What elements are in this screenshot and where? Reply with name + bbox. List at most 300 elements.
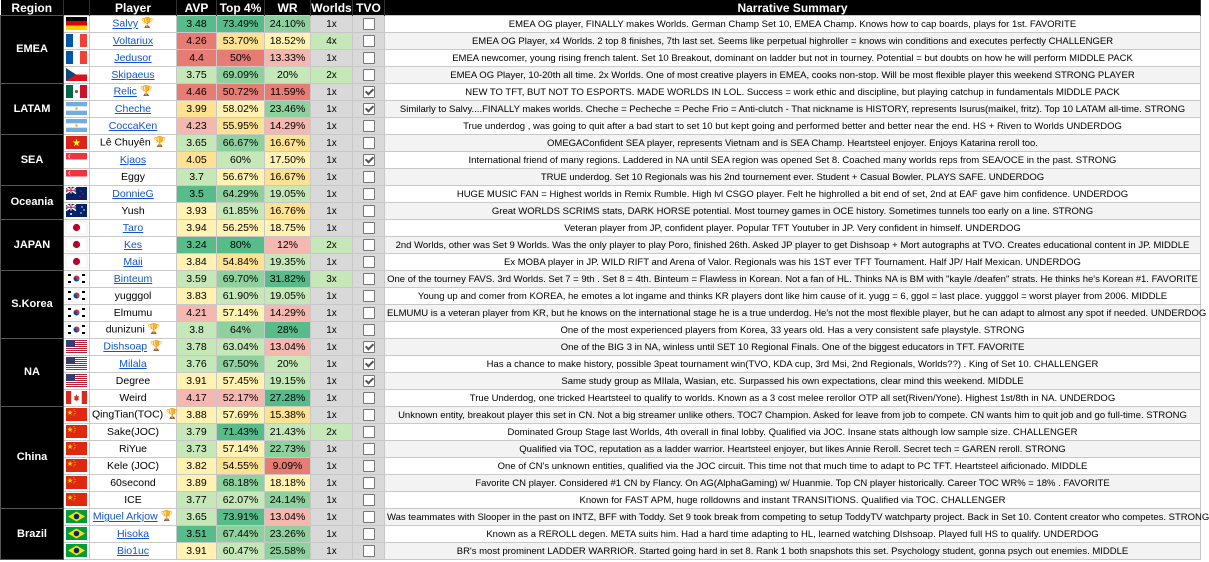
tvo-checkbox[interactable]: [363, 188, 375, 200]
player-link[interactable]: Cheche: [114, 102, 152, 115]
table-row: [1, 203, 1201, 220]
avp-cell: 3.24: [177, 237, 217, 254]
avp-cell: 4.4: [177, 50, 217, 67]
tvo-cell: [353, 526, 385, 543]
tvo-checkbox[interactable]: [363, 392, 375, 404]
player-cell: [90, 50, 177, 67]
wr-cell: 28%: [265, 322, 311, 339]
worlds-count-cell: 1x: [311, 407, 353, 424]
tvo-cell: [353, 186, 385, 203]
tvo-cell: [353, 271, 385, 288]
player-name: 60second: [110, 476, 156, 489]
jp-flag-icon: [66, 255, 87, 268]
header-region: Region: [1, 0, 64, 16]
top4-cell: 69.09%: [217, 67, 265, 84]
worlds-count-cell: 1x: [311, 390, 353, 407]
trophy-icon: 🏆: [147, 324, 161, 336]
player-link[interactable]: Binteum: [113, 272, 153, 285]
flag-cell: [64, 169, 90, 186]
avp-cell: 3.65: [177, 135, 217, 152]
player-cell: [90, 84, 177, 101]
top4-cell: 53.70%: [217, 33, 265, 50]
tvo-cell: [353, 458, 385, 475]
flag-cell: [64, 424, 90, 441]
avp-cell: 3.83: [177, 288, 217, 305]
trophy-icon: 🏆: [150, 341, 163, 353]
kr-flag-icon: [66, 289, 87, 302]
region-label: NA: [1, 339, 64, 407]
player-cell: [90, 441, 177, 458]
top4-cell: 67.50%: [217, 356, 265, 373]
tvo-cell: [353, 390, 385, 407]
region-label: LATAM: [1, 84, 64, 135]
tvo-checkbox[interactable]: [363, 171, 375, 183]
flag-cell: [64, 271, 90, 288]
wr-cell: 13.33%: [265, 50, 311, 67]
wr-cell: 12%: [265, 237, 311, 254]
wr-cell: 16.67%: [265, 169, 311, 186]
narrative-summary-cell: EMEA OG Player, x4 Worlds. 2 top 8 finishes, 7th last set. Seems like perpetual highroller = knows win conditions and executes perfectly CHALLENGER: [385, 33, 1201, 50]
top4-cell: 73.49%: [217, 16, 265, 33]
wr-cell: 16.67%: [265, 135, 311, 152]
worlds-count-cell: 2x: [311, 237, 353, 254]
table-row: [1, 237, 1201, 254]
us-flag-icon: [66, 340, 87, 353]
player-link[interactable]: Kjaos: [119, 153, 147, 166]
wr-cell: 9.09%: [265, 458, 311, 475]
player-link[interactable]: CoccaKen: [108, 119, 158, 132]
table-row: [1, 305, 1201, 322]
flag-cell: [64, 84, 90, 101]
player-cell: [90, 67, 177, 84]
player-link[interactable]: Hisoka: [116, 527, 150, 540]
worlds-count-cell: 1x: [311, 509, 353, 526]
tvo-checkbox[interactable]: [363, 256, 375, 268]
table-row: [1, 509, 1201, 526]
narrative-summary-cell: 2nd Worlds, other was Set 9 Worlds. Was the only player to play Poro, finished 26th. Asked JP player to get Dishsoap + Mort autographs at TVO. Creates educational content in JP. MIDDLE: [385, 237, 1201, 254]
vn-flag-icon: [66, 136, 87, 149]
region-label: SEA: [1, 135, 64, 186]
flag-cell: [64, 203, 90, 220]
narrative-summary-cell: Known as a REROLL degen. META suits him. Had a hard time adapting to HL, learned watching DIshsoap. Played full HS to qualify. UNDERDOG: [385, 526, 1201, 543]
ca-flag-icon: [66, 391, 87, 404]
avp-cell: 3.78: [177, 339, 217, 356]
avp-cell: 3.82: [177, 458, 217, 475]
tvo-checkbox[interactable]: [363, 477, 375, 489]
fr-flag-icon: [66, 34, 87, 47]
sg-flag-icon: [66, 153, 87, 166]
top4-cell: 52.17%: [217, 390, 265, 407]
tvo-checkbox[interactable]: [363, 103, 375, 115]
region-label: Brazil: [1, 509, 64, 560]
avp-cell: 3.99: [177, 101, 217, 118]
flag-cell: [64, 441, 90, 458]
trophy-icon: 🏆: [139, 86, 153, 98]
tvo-cell: [353, 237, 385, 254]
narrative-summary-cell: Unknown entity, breakout player this set in CN. Not a big streamer unlike others. TOC7 Champion. Asked for leave from job to compete. CN wants him to quit job and go full-time. STRONG: [385, 407, 1201, 424]
top4-cell: 54.84%: [217, 254, 265, 271]
worlds-count-cell: 1x: [311, 288, 353, 305]
top4-cell: 50%: [217, 50, 265, 67]
tvo-cell: [353, 101, 385, 118]
worlds-count-cell: 1x: [311, 543, 353, 560]
tvo-checkbox[interactable]: [363, 460, 375, 472]
narrative-summary-cell: HUGE MUSIC FAN = Highest worlds in Remix Rumble. High lvl CSGO player. Felt he highrolled a bit end of set, 2nd at EAF gave him confidence. UNDERDOG: [385, 186, 1201, 203]
header-flag: [64, 0, 90, 16]
table-row: [1, 356, 1201, 373]
narrative-summary-cell: OMEGAConfident SEA player, represents Vietnam and is SEA Champ. Heartsteel enjoyer. Enjoys Katarina reroll too.: [385, 135, 1201, 152]
wr-cell: 21.43%: [265, 424, 311, 441]
player-link[interactable]: DonnieG: [112, 187, 154, 200]
avp-cell: 3.88: [177, 407, 217, 424]
player-link[interactable]: Maii: [123, 255, 143, 268]
avp-cell: 3.79: [177, 424, 217, 441]
top4-cell: 62.07%: [217, 492, 265, 509]
tvo-cell: [353, 441, 385, 458]
narrative-summary-cell: NEW TO TFT, BUT NOT TO ESPORTS. MADE WORLDS IN LOL. Success = work ethic and discipline, but playing catchup in fundamentals MIDDLE PACK: [385, 84, 1201, 101]
tvo-checkbox[interactable]: [363, 222, 375, 234]
player-name: yugggol: [114, 289, 152, 302]
flag-cell: [64, 458, 90, 475]
wr-cell: 25.58%: [265, 543, 311, 560]
flag-cell: [64, 33, 90, 50]
table-row: [1, 339, 1201, 356]
tvo-cell: [353, 203, 385, 220]
cn-flag-icon: [66, 476, 87, 489]
table-row: [1, 407, 1201, 424]
worlds-count-cell: 1x: [311, 101, 353, 118]
kr-flag-icon: [66, 272, 87, 285]
tvo-cell: [353, 407, 385, 424]
player-name: QingTian(TOC): [92, 408, 164, 421]
player-link[interactable]: Kes: [123, 238, 143, 251]
avp-cell: 4.21: [177, 305, 217, 322]
narrative-summary-cell: EMEA OG player, FINALLY makes Worlds. German Champ Set 10, EMEA Champ. Knows how to cap boards, plays for 1st. FAVORITE: [385, 16, 1201, 33]
player-cell: [90, 271, 177, 288]
narrative-summary-cell: Ex MOBA player in JP. WILD RIFT and Arena of Valor. Regionals was his 1ST ever TFT Tournament. Half JP/ Half Mexican. UNDERDOG: [385, 254, 1201, 271]
worlds-count-cell: 1x: [311, 254, 353, 271]
worlds-count-cell: 4x: [311, 33, 353, 50]
tvo-checkbox[interactable]: [363, 273, 375, 285]
player-name: Elmumu: [113, 306, 153, 319]
player-link[interactable]: Bio1uc: [116, 544, 150, 557]
tvo-cell: [353, 50, 385, 67]
avp-cell: 3.93: [177, 203, 217, 220]
wr-cell: 20%: [265, 356, 311, 373]
table-row: [1, 458, 1201, 475]
header-tvo: TVO: [353, 0, 385, 16]
tvo-checkbox[interactable]: [363, 494, 375, 506]
flag-cell: [64, 152, 90, 169]
table-row: [1, 254, 1201, 271]
cz-flag-icon: [66, 68, 87, 81]
tvo-checkbox[interactable]: [363, 69, 375, 81]
top4-cell: 56.67%: [217, 169, 265, 186]
top4-cell: 80%: [217, 237, 265, 254]
narrative-summary-cell: International friend of many regions. Laddered in NA until SEA region was opened Set 8. Coached many worlds reps from SEA/OCE in the past. STRONG: [385, 152, 1201, 169]
worlds-count-cell: 1x: [311, 203, 353, 220]
narrative-summary-cell: EMEA OG Player, 10-20th all time. 2x Worlds. One of most creative players in EMEA, cooks non-stop. Will be most flexible player this weekend STRONG PLAYER: [385, 67, 1201, 84]
narrative-summary-cell: One of the BIG 3 in NA, winless until SET 10 Regional Finals. One of the biggest educators in TFT. FAVORITE: [385, 339, 1201, 356]
tvo-cell: [353, 84, 385, 101]
tvo-checkbox[interactable]: [363, 443, 375, 455]
table-row: [1, 84, 1201, 101]
player-link[interactable]: Relic: [113, 85, 137, 98]
avp-cell: 3.7: [177, 169, 217, 186]
player-link[interactable]: Taro: [122, 221, 144, 234]
player-name: Lê Chuyên: [99, 136, 151, 149]
player-cell: [90, 543, 177, 560]
table-row: [1, 118, 1201, 135]
table-row: [1, 373, 1201, 390]
player-cell: [90, 305, 177, 322]
player-name: Degree: [115, 374, 151, 387]
tvo-checkbox[interactable]: [363, 35, 375, 47]
tvo-checkbox[interactable]: [363, 324, 375, 336]
top4-cell: 71.43%: [217, 424, 265, 441]
flag-cell: [64, 50, 90, 67]
player-cell: [90, 101, 177, 118]
player-link[interactable]: Milala: [119, 357, 147, 370]
narrative-summary-cell: One of the tourney FAVS. 3rd Worlds. Set 7 = 9th . Set 8 = 4th. Binteum = Flawless in Korean. Not a fan of HL. Thinks NA is BM with "kayle /deafen" strats. He thinks he's Korean #1. FAVORITE: [385, 271, 1201, 288]
tvo-checkbox[interactable]: [363, 290, 375, 302]
table-row: [1, 441, 1201, 458]
player-cell: [90, 373, 177, 390]
player-name: RiYue: [118, 442, 148, 455]
top4-cell: 60.47%: [217, 543, 265, 560]
player-cell: [90, 390, 177, 407]
header-player: Player: [90, 0, 177, 16]
table-row: [1, 322, 1201, 339]
player-link[interactable]: Jedusor: [114, 51, 152, 64]
player-cell: [90, 186, 177, 203]
table-row: [1, 526, 1201, 543]
top4-cell: 60%: [217, 152, 265, 169]
player-cell: [90, 475, 177, 492]
tvo-checkbox[interactable]: [363, 511, 375, 523]
flag-cell: [64, 373, 90, 390]
worlds-count-cell: 1x: [311, 492, 353, 509]
region-label: JAPAN: [1, 220, 64, 271]
narrative-summary-cell: True underdog , was going to quit after a bad start to set 10 but kept going and performed better and better near the end. HS + Riven to Worlds UNDERDOG: [385, 118, 1201, 135]
player-name: dunizuni: [105, 323, 145, 336]
tvo-cell: [353, 305, 385, 322]
tvo-checkbox[interactable]: [363, 426, 375, 438]
top4-cell: 57.45%: [217, 373, 265, 390]
avp-cell: 3.59: [177, 271, 217, 288]
narrative-summary-cell: Great WORLDS SCRIMS stats, DARK HORSE potential. Most tourney games in OCE history. Sometimes tunnels too early on a line. STRONG: [385, 203, 1201, 220]
table-row: [1, 390, 1201, 407]
tvo-cell: [353, 152, 385, 169]
tvo-checkbox[interactable]: [363, 86, 375, 98]
flag-cell: [64, 390, 90, 407]
top4-cell: 55.95%: [217, 118, 265, 135]
wr-cell: 18.18%: [265, 475, 311, 492]
tvo-cell: [353, 492, 385, 509]
tvo-cell: [353, 339, 385, 356]
flag-cell: [64, 509, 90, 526]
tvo-checkbox[interactable]: [363, 409, 375, 421]
worlds-count-cell: 1x: [311, 220, 353, 237]
player-cell: [90, 135, 177, 152]
avp-cell: 3.77: [177, 492, 217, 509]
avp-cell: 3.94: [177, 220, 217, 237]
tvo-checkbox[interactable]: [363, 205, 375, 217]
player-cell: [90, 33, 177, 50]
narrative-summary-cell: BR's most prominent LADDER WARRIOR. Started going hard in set 8. Rank 1 both snapshots this set. Psychology student, gonna psych out enemies. MIDDLE: [385, 543, 1201, 560]
player-cell: [90, 169, 177, 186]
worlds-count-cell: 1x: [311, 458, 353, 475]
cn-flag-icon: [66, 493, 87, 506]
header-summary: Narrative Summary: [385, 0, 1201, 16]
player-cell: [90, 203, 177, 220]
table-row: [1, 101, 1201, 118]
ar-flag-icon: [66, 119, 87, 132]
flag-cell: [64, 16, 90, 33]
avp-cell: 4.17: [177, 390, 217, 407]
worlds-count-cell: 1x: [311, 186, 353, 203]
worlds-count-cell: 2x: [311, 67, 353, 84]
player-cell: [90, 356, 177, 373]
tvo-cell: [353, 16, 385, 33]
wr-cell: 14.29%: [265, 118, 311, 135]
player-link[interactable]: Dishsoap: [103, 340, 148, 353]
player-cell: [90, 509, 177, 526]
top4-cell: 56.25%: [217, 220, 265, 237]
top4-cell: 64%: [217, 322, 265, 339]
player-name: Sake(JOC): [107, 425, 159, 438]
jp-flag-icon: [66, 221, 87, 234]
cn-flag-icon: [66, 442, 87, 455]
avp-cell: 3.91: [177, 373, 217, 390]
tvo-checkbox[interactable]: [363, 358, 375, 370]
br-flag-icon: [66, 510, 87, 523]
tvo-checkbox[interactable]: [363, 120, 375, 132]
header-top4: Top 4%: [217, 0, 265, 16]
top4-cell: 63.04%: [217, 339, 265, 356]
tvo-checkbox[interactable]: [363, 52, 375, 64]
worlds-count-cell: 1x: [311, 152, 353, 169]
mx-flag-icon: [66, 85, 87, 98]
flag-cell: [64, 288, 90, 305]
tvo-cell: [353, 135, 385, 152]
tvo-checkbox[interactable]: [363, 154, 375, 166]
header-row: [1, 0, 1201, 16]
top4-cell: 50.72%: [217, 84, 265, 101]
narrative-summary-cell: Similarly to Salvy....FINALLY makes worlds. Cheche = Pecheche = Peche Frio = Anti-clutch - That nickname is HISTORY, represents Isurus(maikel, fritz). Top 10 LATAM all-time. STRONG: [385, 101, 1201, 118]
player-name: Weird: [119, 391, 147, 404]
flag-cell: [64, 101, 90, 118]
avp-cell: 4.46: [177, 84, 217, 101]
top4-cell: 66.67%: [217, 135, 265, 152]
trophy-icon: 🏆: [166, 409, 179, 421]
tvo-cell: [353, 220, 385, 237]
player-cell: [90, 322, 177, 339]
cn-flag-icon: [66, 459, 87, 472]
tvo-checkbox[interactable]: [363, 375, 375, 387]
kr-flag-icon: [66, 306, 87, 319]
tvo-cell: [353, 33, 385, 50]
us-flag-icon: [66, 374, 87, 387]
table-row: [1, 271, 1201, 288]
worlds-count-cell: 1x: [311, 475, 353, 492]
player-link[interactable]: Skipaeus: [111, 68, 155, 81]
player-cell: [90, 458, 177, 475]
top4-cell: 57.14%: [217, 305, 265, 322]
nz-flag-icon: [66, 187, 87, 200]
flag-cell: [64, 492, 90, 509]
player-cell: [90, 424, 177, 441]
wr-cell: 20%: [265, 67, 311, 84]
player-link[interactable]: Salvy: [112, 17, 139, 30]
player-cell: [90, 152, 177, 169]
flag-cell: [64, 118, 90, 135]
tvo-checkbox[interactable]: [363, 528, 375, 540]
wr-cell: 18.52%: [265, 33, 311, 50]
avp-cell: 3.73: [177, 441, 217, 458]
tvo-checkbox[interactable]: [363, 307, 375, 319]
tvo-cell: [353, 254, 385, 271]
worlds-count-cell: 2x: [311, 424, 353, 441]
wr-cell: 19.05%: [265, 186, 311, 203]
player-link[interactable]: Voltariux: [112, 34, 154, 47]
tvo-checkbox[interactable]: [363, 341, 375, 353]
cn-flag-icon: [66, 425, 87, 438]
sg-flag-icon: [66, 170, 87, 183]
wr-cell: 22.73%: [265, 441, 311, 458]
worlds-count-cell: 3x: [311, 271, 353, 288]
trophy-icon: 🏆: [141, 18, 154, 30]
br-flag-icon: [66, 544, 87, 557]
worlds-count-cell: 1x: [311, 169, 353, 186]
header-wr: WR: [265, 0, 311, 16]
trophy-icon: 🏆: [160, 511, 174, 523]
tvo-checkbox[interactable]: [363, 18, 375, 30]
table-row: [1, 169, 1201, 186]
tvo-checkbox[interactable]: [363, 545, 375, 557]
flag-cell: [64, 220, 90, 237]
flag-cell: [64, 322, 90, 339]
player-name: Kele (JOC): [107, 459, 159, 472]
au-flag-icon: [66, 204, 87, 217]
region-label: EMEA: [1, 16, 64, 84]
wr-cell: 23.26%: [265, 526, 311, 543]
table-row: [1, 16, 1201, 33]
tvo-cell: [353, 373, 385, 390]
narrative-summary-cell: Same study group as MIlala, Wasian, etc. Surpassed his own expectations, clear mind this weekend. MIDDLE: [385, 373, 1201, 390]
tvo-cell: [353, 424, 385, 441]
jp-flag-icon: [66, 238, 87, 251]
table-row: [1, 50, 1201, 67]
flag-cell: [64, 135, 90, 152]
player-link[interactable]: Miguel Arkjow: [92, 510, 158, 523]
worlds-count-cell: 1x: [311, 441, 353, 458]
tvo-checkbox[interactable]: [363, 137, 375, 149]
table-row: [1, 220, 1201, 237]
avp-cell: 3.89: [177, 475, 217, 492]
avp-cell: 3.75: [177, 67, 217, 84]
tvo-checkbox[interactable]: [363, 239, 375, 251]
header-worlds: Worlds: [311, 0, 352, 15]
narrative-summary-cell: Dominated Group Stage last Worlds, 4th overall in final lobby. Qualified via JOC. Insane stats although low sample size. CHALLENGER: [385, 424, 1201, 441]
wr-cell: 24.14%: [265, 492, 311, 509]
table-body: [1, 16, 1209, 560]
player-cell: [90, 254, 177, 271]
avp-cell: 3.91: [177, 543, 217, 560]
narrative-summary-cell: True Underdog, one tricked Heartsteel to qualify to worlds. Known as a 3 cost melee rerollor OTP all set(Riven/Yone). Highest 1st/8th in NA. UNDERDOG: [385, 390, 1201, 407]
player-name: Eggy: [121, 170, 145, 183]
player-name: Yush: [121, 204, 145, 217]
